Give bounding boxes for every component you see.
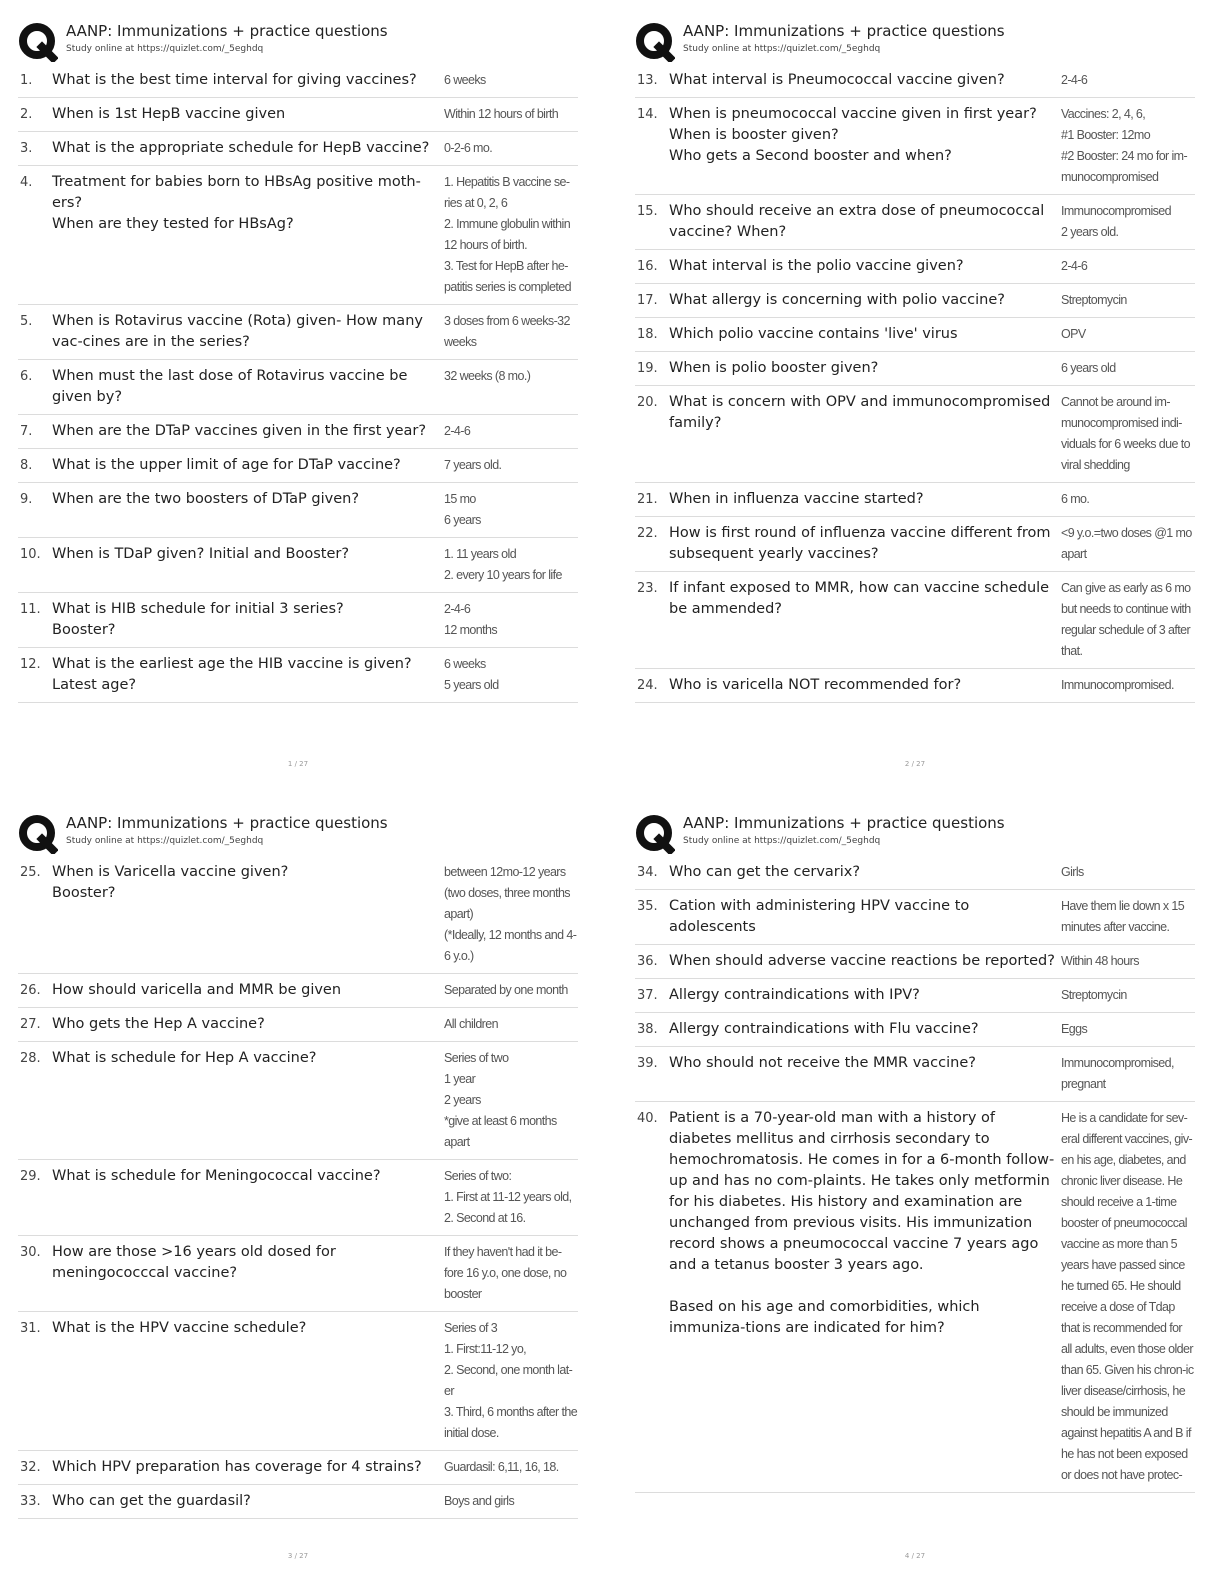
question-text (669, 256, 1061, 277)
flashcard-row (635, 352, 1195, 386)
answer-text (444, 421, 578, 442)
question-number: 39. (637, 1056, 658, 1071)
quizlet-logo-icon (18, 814, 58, 854)
question-number: 19. (637, 361, 658, 376)
answer-line: 5 years old (444, 678, 499, 692)
question-line: What interval is the polio vaccine given? (669, 258, 964, 274)
flashcard-row (18, 64, 578, 98)
answer-text (444, 311, 578, 353)
quizlet-logo-icon (635, 22, 675, 62)
answer-text (444, 1457, 578, 1478)
answer-line: 2. Immune globulin within 12 hours of birth. (444, 217, 571, 252)
answer-text (1061, 1019, 1195, 1040)
answer-line: 6 weeks (444, 657, 486, 671)
question-text (52, 1242, 444, 1305)
question-text (669, 1019, 1061, 1040)
answer-text (444, 654, 578, 696)
answer-line: 7 years old. (444, 458, 502, 472)
answer-line: 32 weeks (8 mo.) (444, 369, 531, 383)
page-header (18, 18, 578, 64)
flashcard-row (18, 483, 578, 538)
flashcard-row (18, 1160, 578, 1236)
question-text (669, 951, 1061, 972)
question-line: When are the two boosters of DTaP given? (52, 491, 360, 507)
answer-text (1061, 290, 1195, 311)
question-line: How should varicella and MMR be given (52, 982, 342, 998)
flashcard-row (635, 284, 1195, 318)
question-line: Latest age? (52, 677, 137, 693)
flashcard-row (18, 1312, 578, 1451)
answer-line: 1. Hepatitis B vaccine se-ries at 0, 2, 6 (444, 175, 570, 210)
question-number: 11. (20, 602, 41, 617)
page-number: 3 / 27 (287, 1552, 309, 1560)
question-number: 40. (637, 1111, 658, 1126)
question-text (669, 985, 1061, 1006)
answer-text (1061, 985, 1195, 1006)
question-number: 38. (637, 1022, 658, 1037)
answer-text (1061, 1108, 1195, 1486)
question-line: When is polio booster given? (669, 360, 879, 376)
question-number: 6. (20, 369, 33, 384)
question-line: If infant exposed to MMR, how can vaccine schedule be ammended? (669, 580, 1050, 617)
answer-line: All children (444, 1017, 498, 1031)
answer-text (444, 980, 578, 1001)
answer-line: 2-4-6 (444, 602, 471, 616)
answer-line: 2. every 10 years for life (444, 568, 562, 582)
answer-text (444, 104, 578, 125)
question-text (669, 862, 1061, 883)
question-line: What is concern with OPV and immunocompromised family? (669, 394, 1051, 431)
page-header (635, 810, 1195, 856)
answer-text (1061, 201, 1195, 243)
question-line: Who can get the guardasil? (52, 1493, 251, 1509)
question-text (52, 489, 444, 531)
page-header (635, 18, 1195, 64)
flashcard-row (635, 856, 1195, 890)
question-number: 17. (637, 293, 658, 308)
answer-line: Series of two: (444, 1169, 512, 1183)
page-title: AANP: Immunizations + practice questions (683, 22, 1005, 40)
question-text (669, 489, 1061, 510)
answer-line: 2 years (444, 1093, 481, 1107)
question-line: What is the best time interval for giving vaccines? (52, 72, 417, 88)
question-line: What is the appropriate schedule for HepB vaccine? (52, 140, 430, 156)
answer-text (444, 1491, 578, 1512)
question-text (669, 358, 1061, 379)
page-2 (635, 18, 1195, 778)
question-text (52, 1457, 444, 1478)
answer-text (444, 455, 578, 476)
page-4 (635, 810, 1195, 1570)
flashcard-row (18, 1236, 578, 1312)
page-number: 1 / 27 (287, 760, 309, 768)
flashcard-row (635, 386, 1195, 483)
answer-line: (*Ideally, 12 months and 4-6 y.o.) (444, 928, 577, 963)
question-text (52, 862, 444, 967)
answer-text (1061, 324, 1195, 345)
question-line: What interval is Pneumococcal vaccine given? (669, 72, 1005, 88)
page-header (18, 810, 578, 856)
question-text (52, 421, 444, 442)
answer-line: Vaccines: 2, 4, 6, (1061, 107, 1146, 121)
flashcard-row (635, 1013, 1195, 1047)
answer-text (444, 1318, 578, 1444)
flashcard-row (635, 572, 1195, 669)
question-number: 29. (20, 1169, 41, 1184)
answer-line: 2-4-6 (1061, 259, 1088, 273)
answer-line: Eggs (1061, 1022, 1088, 1036)
answer-line: 3 doses from 6 weeks-32 weeks (444, 314, 570, 349)
question-line: When is 1st HepB vaccine given (52, 106, 286, 122)
question-text (52, 455, 444, 476)
question-line: Allergy contraindications with Flu vaccine? (669, 1021, 979, 1037)
question-text (669, 578, 1061, 662)
answer-line: 2. Second at 16. (444, 1211, 526, 1225)
question-line: What is schedule for Hep A vaccine? (52, 1050, 317, 1066)
question-text (669, 290, 1061, 311)
question-text (669, 104, 1061, 188)
question-text (52, 544, 444, 586)
page-title: AANP: Immunizations + practice questions (683, 814, 1005, 832)
answer-line: 1. 11 years old (444, 547, 517, 561)
answer-line: 1. First at 11-12 years old, (444, 1190, 572, 1204)
question-text (669, 324, 1061, 345)
flashcard-row (635, 98, 1195, 195)
flashcard-row (18, 974, 578, 1008)
answer-line: OPV (1061, 327, 1086, 341)
answer-text (444, 1048, 578, 1153)
question-number: 16. (637, 259, 658, 274)
answer-text (1061, 256, 1195, 277)
question-text (669, 896, 1061, 938)
answer-text (1061, 523, 1195, 565)
question-number: 23. (637, 581, 658, 596)
question-line: Booster? (52, 885, 116, 901)
flashcard-row (18, 415, 578, 449)
page-number: 4 / 27 (904, 1552, 926, 1560)
question-number: 1. (20, 73, 33, 88)
question-line: When are the DTaP vaccines given in the first year? (52, 423, 427, 439)
flashcard-row (635, 483, 1195, 517)
question-number: 20. (637, 395, 658, 410)
answer-text (444, 1242, 578, 1305)
question-text (52, 311, 444, 353)
answer-text (444, 138, 578, 159)
flashcard-row (18, 1008, 578, 1042)
question-line: Who is varicella NOT recommended for? (669, 677, 962, 693)
flashcard-row (635, 195, 1195, 250)
answer-line: 2 years old. (1061, 225, 1119, 239)
question-line: What allergy is concerning with polio vaccine? (669, 292, 1005, 308)
answer-text (444, 489, 578, 531)
answer-line: Separated by one month (444, 983, 568, 997)
answer-text (1061, 1053, 1195, 1095)
study-link[interactable]: Study online at https://quizlet.com/_5eghdq (683, 836, 881, 846)
question-number: 7. (20, 424, 33, 439)
page-number: 2 / 27 (904, 760, 926, 768)
question-line: Which HPV preparation has coverage for 4 strains? (52, 1459, 422, 1475)
question-number: 12. (20, 657, 41, 672)
question-number: 25. (20, 865, 41, 880)
flashcard-row (635, 517, 1195, 572)
question-line: Who should receive an extra dose of pneumococcal vaccine? When? (669, 203, 1045, 240)
question-number: 22. (637, 526, 658, 541)
page-title: AANP: Immunizations + practice questions (66, 814, 388, 832)
question-number: 2. (20, 107, 33, 122)
answer-line: Immunocompromised (1061, 204, 1171, 218)
answer-line: Series of two (444, 1051, 509, 1065)
question-number: 35. (637, 899, 658, 914)
flashcard-list (635, 64, 1195, 703)
question-line: Who can get the cervarix? (669, 864, 861, 880)
flashcard-row (635, 945, 1195, 979)
question-number: 33. (20, 1494, 41, 1509)
answer-line: Guardasil: 6,11, 16, 18. (444, 1460, 559, 1474)
answer-line: He is a candidate for sev-eral different vaccines, giv-en his age, diabetes, and chronic liver disease. He should receive a 1-time booster of pneumococcal vaccine as more than 5 years have passed since he turned 65. He should receive a dose of Tdap that is recommended for all adults, even those older than 65. Given his chron-ic liver disease/cirrhosis, he should be immunized against hepatitis A and B if he has not been exposed or does not have protec- (1061, 1111, 1194, 1482)
question-line: When is Varicella vaccine given? (52, 864, 289, 880)
answer-line: Within 12 hours of birth (444, 107, 559, 121)
question-line: What is the upper limit of age for DTaP vaccine? (52, 457, 401, 473)
answer-text (444, 599, 578, 641)
answer-text (1061, 578, 1195, 662)
flashcard-list (18, 856, 578, 1519)
question-number: 24. (637, 678, 658, 693)
flashcard-row (18, 305, 578, 360)
question-text (669, 523, 1061, 565)
answer-line: 1 year (444, 1072, 476, 1086)
question-line: How is first round of influenza vaccine different from subsequent yearly vaccines? (669, 525, 1051, 562)
answer-line: Series of 3 (444, 1321, 498, 1335)
answer-text (444, 1014, 578, 1035)
question-line: Treatment for babies born to HBsAg positive moth-ers? (52, 174, 421, 211)
question-text (52, 654, 444, 696)
answer-line: Immunocompromised, pregnant (1061, 1056, 1174, 1091)
question-line: Booster? (52, 622, 116, 638)
answer-line: 2. Second, one month lat-er (444, 1363, 573, 1398)
question-number: 9. (20, 492, 33, 507)
answer-text (1061, 951, 1195, 972)
quizlet-logo-icon (635, 814, 675, 854)
question-line: Who should not receive the MMR vaccine? (669, 1055, 976, 1071)
flashcard-row (635, 669, 1195, 703)
question-text (52, 172, 444, 298)
question-line: When must the last dose of Rotavirus vaccine be given by? (52, 368, 408, 405)
question-line (669, 1276, 1057, 1297)
question-text (669, 675, 1061, 696)
question-line: When in influenza vaccine started? (669, 491, 924, 507)
answer-line: 6 mo. (1061, 492, 1090, 506)
question-line: When is booster given? (669, 127, 839, 143)
answer-line: Boys and girls (444, 1494, 515, 1508)
flashcard-row (18, 132, 578, 166)
question-text (52, 1166, 444, 1229)
answer-line: 2-4-6 (1061, 73, 1088, 87)
question-text (52, 980, 444, 1001)
question-number: 27. (20, 1017, 41, 1032)
answer-text (1061, 358, 1195, 379)
answer-line: #1 Booster: 12mo (1061, 128, 1151, 142)
question-line: What is the HPV vaccine schedule? (52, 1320, 307, 1336)
answer-line: 3. Third, 6 months after the initial dose. (444, 1405, 578, 1440)
answer-line: #2 Booster: 24 mo for im-munocompromised (1061, 149, 1188, 184)
question-number: 10. (20, 547, 41, 562)
answer-line: 1. First:11-12 yo, (444, 1342, 527, 1356)
answer-line: 6 years old (1061, 361, 1116, 375)
answer-text (444, 544, 578, 586)
study-link[interactable]: Study online at https://quizlet.com/_5eghdq (66, 44, 264, 54)
answer-text (444, 70, 578, 91)
answer-text (444, 862, 578, 967)
answer-line: Cannot be around im-munocompromised indi-viduals for 6 weeks due to viral shedding (1061, 395, 1190, 472)
question-line: What is the earliest age the HIB vaccine is given? (52, 656, 412, 672)
flashcard-row (635, 1047, 1195, 1102)
page-1 (18, 18, 578, 778)
question-text (669, 392, 1061, 476)
answer-line: *give at least 6 months apart (444, 1114, 557, 1149)
question-line: What is HIB schedule for initial 3 series? (52, 601, 344, 617)
answer-text (1061, 70, 1195, 91)
answer-line: Girls (1061, 865, 1084, 879)
study-link[interactable]: Study online at https://quizlet.com/_5eghdq (683, 44, 881, 54)
question-number: 34. (637, 865, 658, 880)
question-number: 15. (637, 204, 658, 219)
answer-text (1061, 896, 1195, 938)
question-line: When is pneumococcal vaccine given in first year? (669, 106, 1037, 122)
question-number: 28. (20, 1051, 41, 1066)
question-text (52, 104, 444, 125)
flashcard-list (635, 856, 1195, 1493)
question-line: When are they tested for HBsAg? (52, 216, 294, 232)
question-line: What is schedule for Meningococcal vaccine? (52, 1168, 381, 1184)
question-number: 26. (20, 983, 41, 998)
answer-text (1061, 104, 1195, 188)
question-number: 18. (637, 327, 658, 342)
answer-line: 6 years (444, 513, 481, 527)
question-number: 4. (20, 175, 33, 190)
question-number: 13. (637, 73, 658, 88)
question-number: 32. (20, 1460, 41, 1475)
answer-text (1061, 392, 1195, 476)
page-3 (18, 810, 578, 1570)
question-line: Who gets a Second booster and when? (669, 148, 952, 164)
flashcard-row (18, 538, 578, 593)
question-line: Patient is a 70-year-old man with a history of diabetes mellitus and cirrhosis secondary to hemochromatosis. He comes in for a 6-month follow-up and has no com-plaints. He takes only metformin for his diabetes. His history and examination are unchanged from previous visits. His immunization record shows a pneumococcal vaccine 7 years ago and a tetanus booster 3 years ago. (669, 1110, 1055, 1273)
answer-text (444, 172, 578, 298)
question-text (52, 366, 444, 408)
question-number: 30. (20, 1245, 41, 1260)
answer-line: 0-2-6 mo. (444, 141, 493, 155)
question-line: Based on his age and comorbidities, which immuniza-tions are indicated for him? (669, 1299, 980, 1336)
answer-line: Streptomycin (1061, 988, 1127, 1002)
question-number: 31. (20, 1321, 41, 1336)
answer-line: 3. Test for HepB after he-patitis series is completed (444, 259, 571, 294)
quizlet-logo-icon (18, 22, 58, 62)
answer-line: 12 months (444, 623, 497, 637)
answer-line: Can give as early as 6 mo but needs to continue with regular schedule of 3 after that. (1061, 581, 1191, 658)
answer-line: 2-4-6 (444, 424, 471, 438)
flashcard-row (18, 360, 578, 415)
question-text (52, 1048, 444, 1153)
flashcard-row (18, 449, 578, 483)
answer-text (1061, 862, 1195, 883)
question-number: 36. (637, 954, 658, 969)
flashcard-row (18, 856, 578, 974)
flashcard-row (635, 979, 1195, 1013)
answer-line: 6 weeks (444, 73, 486, 87)
flashcard-row (635, 250, 1195, 284)
page-title: AANP: Immunizations + practice questions (66, 22, 388, 40)
answer-line: Within 48 hours (1061, 954, 1139, 968)
question-line: Cation with administering HPV vaccine to adolescents (669, 898, 970, 935)
question-text (52, 1014, 444, 1035)
question-text (52, 138, 444, 159)
question-text (669, 1108, 1061, 1486)
question-number: 37. (637, 988, 658, 1003)
answer-line: <9 y.o.=two doses @1 mo apart (1061, 526, 1192, 561)
question-text (669, 201, 1061, 243)
flashcard-list (18, 64, 578, 703)
answer-line: Immunocompromised. (1061, 678, 1174, 692)
question-number: 14. (637, 107, 658, 122)
question-number: 5. (20, 314, 33, 329)
answer-line: between 12mo-12 years (two doses, three months apart) (444, 865, 570, 921)
question-number: 21. (637, 492, 658, 507)
question-text (669, 1053, 1061, 1095)
answer-text (444, 366, 578, 408)
flashcard-row (18, 1485, 578, 1519)
flashcard-row (635, 318, 1195, 352)
flashcard-row (18, 1451, 578, 1485)
answer-line: Have them lie down x 15 minutes after vaccine. (1061, 899, 1185, 934)
question-line: Allergy contraindications with IPV? (669, 987, 920, 1003)
study-link[interactable]: Study online at https://quizlet.com/_5eghdq (66, 836, 264, 846)
question-text (52, 1318, 444, 1444)
flashcard-row (635, 1102, 1195, 1493)
question-number: 8. (20, 458, 33, 473)
answer-line: 15 mo (444, 492, 476, 506)
question-text (52, 599, 444, 641)
question-line: When is TDaP given? Initial and Booster? (52, 546, 350, 562)
question-number: 3. (20, 141, 33, 156)
flashcard-row (18, 648, 578, 703)
question-line: When should adverse vaccine reactions be reported? (669, 953, 1055, 969)
flashcard-row (18, 166, 578, 305)
answer-line: If they haven't had it be-fore 16 y.o, one dose, no booster (444, 1245, 567, 1301)
question-line: How are those >16 years old dosed for meningococccal vaccine? (52, 1244, 336, 1281)
answer-text (444, 1166, 578, 1229)
question-text (52, 70, 444, 91)
flashcard-row (18, 593, 578, 648)
flashcard-row (635, 64, 1195, 98)
answer-line: Streptomycin (1061, 293, 1127, 307)
flashcard-row (635, 890, 1195, 945)
answer-text (1061, 675, 1195, 696)
question-line: Who gets the Hep A vaccine? (52, 1016, 265, 1032)
question-line: Which polio vaccine contains 'live' virus (669, 326, 958, 342)
flashcard-row (18, 98, 578, 132)
question-text (52, 1491, 444, 1512)
question-text (669, 70, 1061, 91)
answer-text (1061, 489, 1195, 510)
flashcard-row (18, 1042, 578, 1160)
question-line: When is Rotavirus vaccine (Rota) given- How many vac-cines are in the series? (52, 313, 423, 350)
